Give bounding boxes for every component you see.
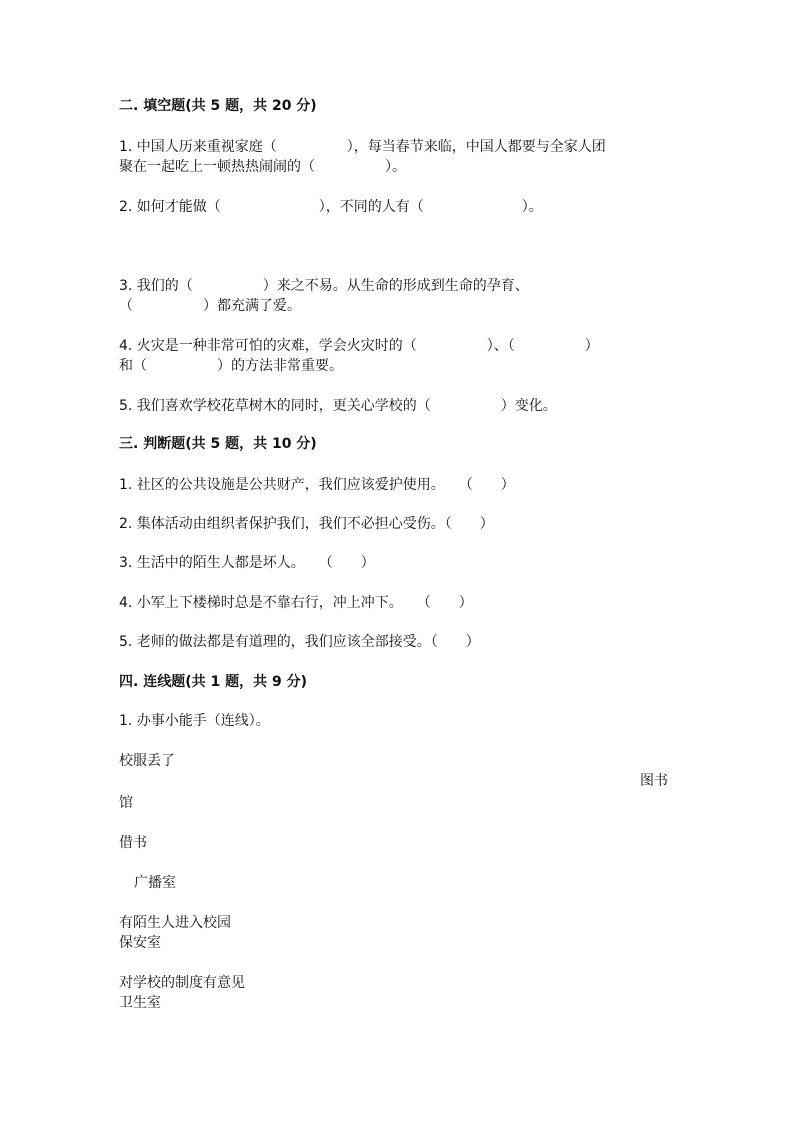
match-item-borrow-book: 借书 [119,835,147,851]
section3-heading: 三. 判断题(共 5 题，共 10 分) [119,436,317,452]
fill-q4-line1: 4. 火灾是一种非常可怕的灾难，学会火灾时的（ ）、（ ） [119,338,599,354]
judge-q1: 1. 社区的公共设施是公共财产，我们应该爱护使用。 （ ） [119,477,515,493]
fill-q1-line1: 1. 中国人历来重视家庭（ ），每当春节来临，中国人都要与全家人团 [119,139,606,155]
match-item-library-part1: 图书 [640,773,668,789]
fill-q2: 2. 如何才能做（ ），不同的人有（ ）。 [119,199,543,215]
match-item-lost-uniform: 校服丢了 [119,753,175,769]
match-item-library-part2: 馆 [119,795,133,811]
fill-q4-line2: 和（ ）的方法非常重要。 [119,358,343,374]
match-item-security-room: 保安室 [119,935,161,951]
match-item-broadcast-room: 广播室 [134,875,176,891]
judge-q2: 2. 集体活动由组织者保护我们，我们不必担心受伤。（ ） [119,516,494,532]
fill-q3-line2: （ ）都充满了爱。 [119,298,301,314]
fill-q5: 5. 我们喜欢学校花草树木的同时，更关心学校的（ ）变化。 [119,398,557,414]
judge-q4: 4. 小军上下楼梯时总是不靠右行，冲上冲下。 （ ） [119,595,473,611]
match-item-school-rules: 对学校的制度有意见 [119,975,245,991]
judge-q5: 5. 老师的做法都是有道理的，我们应该全部接受。（ ） [119,634,480,650]
section2-heading: 二. 填空题(共 5 题，共 20 分) [119,98,317,114]
judge-q3: 3. 生活中的陌生人都是坏人。 （ ） [119,555,375,571]
match-q1: 1. 办事小能手（连线）。 [119,713,270,729]
fill-q3-line1: 3. 我们的（ ）来之不易。从生命的形成到生命的孕育、 [119,278,529,294]
match-item-health-room: 卫生室 [119,995,161,1011]
section4-heading: 四. 连线题(共 1 题，共 9 分) [119,674,307,690]
fill-q1-line2: 聚在一起吃上一顿热热闹闹的（ ）。 [119,159,406,175]
match-item-stranger: 有陌生人进入校园 [119,915,231,931]
